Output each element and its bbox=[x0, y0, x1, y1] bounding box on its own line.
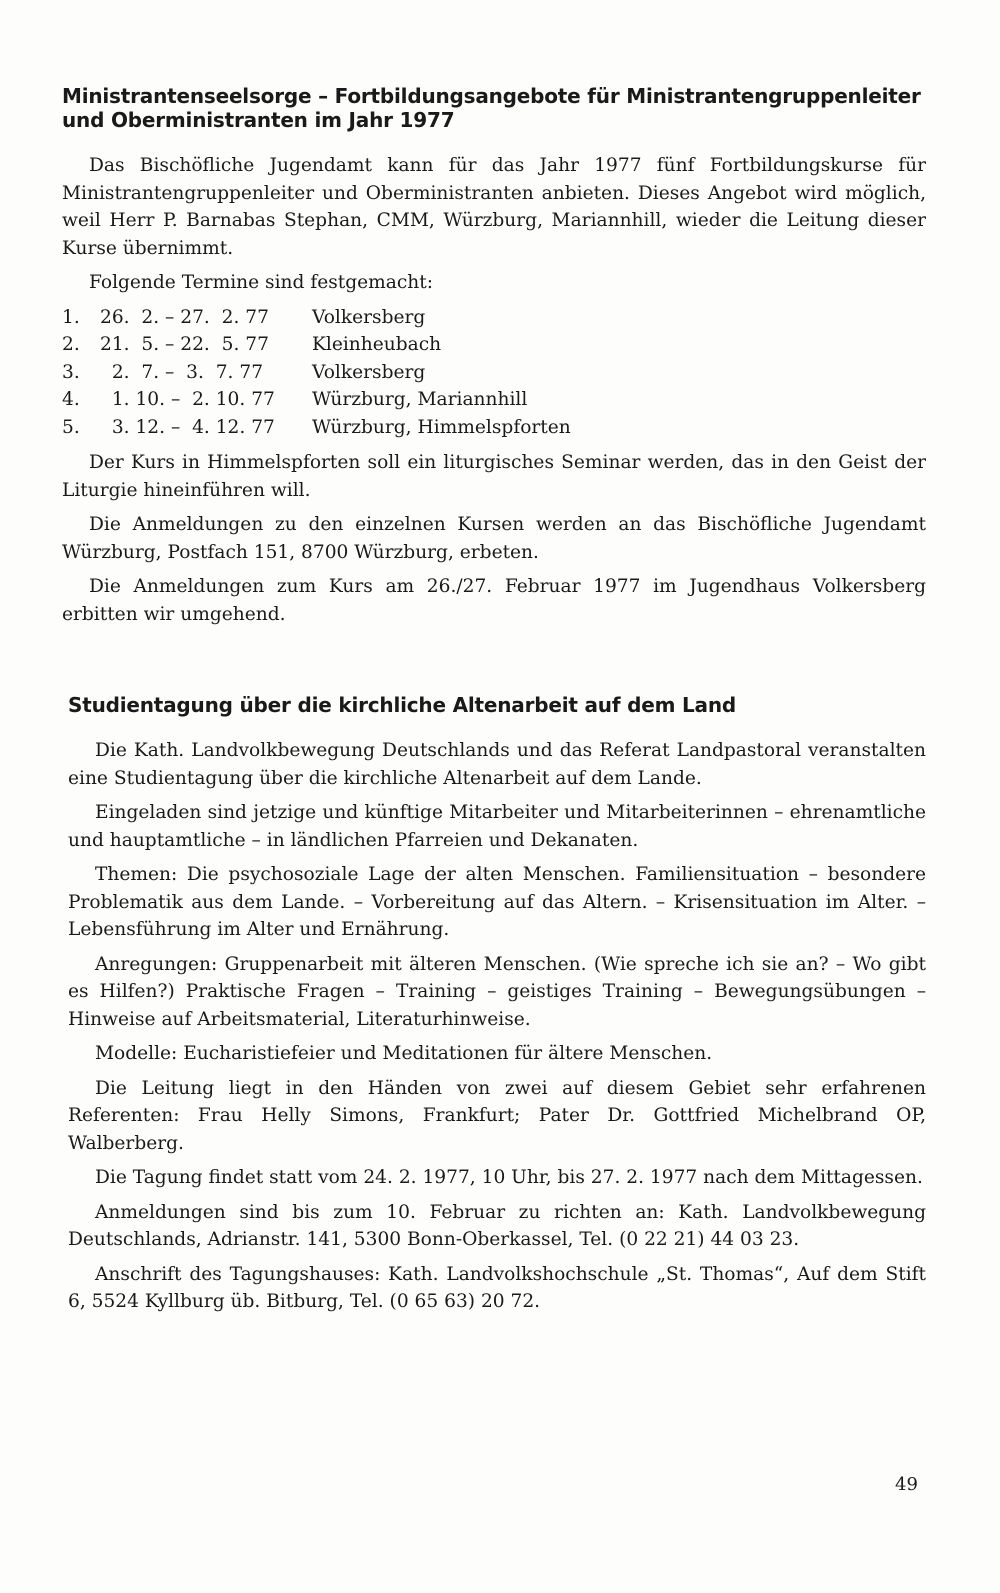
section-ministranten bbox=[62, 84, 926, 635]
paragraph-anmeldungen: Anmeldungen sind bis zum 10. Februar zu richten an: Kath. Landvolkbewegung Deutschlands, Adrianstr. 141, 5300 Bonn-Oberkassel, Tel. (0 22 21) 44 03 23. bbox=[68, 1201, 926, 1250]
item-number: 3. bbox=[62, 361, 80, 383]
paragraph-anmeldung: Die Anmeldungen zu den einzelnen Kursen werden an das Bischöfliche Jugendamt Würzburg, Postfach 151, 8700 Würzburg, erbeten. bbox=[62, 514, 926, 563]
paragraph-anregungen: Anregungen: Gruppenarbeit mit älteren Menschen. (Wie spreche ich sie an? – Wo gibt es Hilfen?) Praktische Fragen – Training – geistiges Training – Bewegungsübungen – Hinweise auf Arbeitsmaterial, Literaturhinweise. bbox=[68, 953, 926, 1030]
section-title: Ministrantenseelsorge – Fortbildungsangebote für Ministrantengruppenleiter und Oberministranten im Jahr 1977 bbox=[62, 84, 921, 132]
item-dates: 1. 10. – 2. 10. 77 bbox=[100, 389, 275, 411]
list-item bbox=[62, 304, 926, 332]
paragraph-themen: Themen: Die psychosoziale Lage der alten Menschen. Familiensituation – besondere Problematik aus dem Lande. – Vorbereitung auf das Altern. – Krisensituation im Alter. – Lebensführung im Alter und Ernährung. bbox=[68, 864, 926, 940]
item-number: 5. bbox=[62, 416, 80, 438]
section-title: Studientagung über die kirchliche Altenarbeit auf dem Land bbox=[68, 693, 736, 717]
page-number: 49 bbox=[895, 1474, 918, 1495]
list-item bbox=[62, 386, 926, 414]
item-number: 2. bbox=[62, 334, 80, 356]
paragraph-volkersberg: Die Anmeldungen zum Kurs am 26./27. Februar 1977 im Jugendhaus Volkersberg erbitten wir umgehend. bbox=[62, 576, 926, 625]
item-dates: 2. 7. – 3. 7. 77 bbox=[100, 361, 264, 383]
list-item bbox=[62, 359, 926, 387]
item-number: 4. bbox=[62, 389, 80, 411]
paragraph-eingeladen: Eingeladen sind jetzige und künftige Mitarbeiter und Mitarbeiterinnen – ehrenamtliche und hauptamtliche – in ländlichen Pfarreien und Dekanaten. bbox=[68, 802, 926, 851]
item-place: Volkersberg bbox=[312, 361, 426, 383]
paragraph-termine-intro: Folgende Termine sind festgemacht: bbox=[89, 272, 433, 293]
item-dates: 26. 2. – 27. 2. 77 bbox=[100, 306, 269, 328]
list-item bbox=[62, 414, 926, 442]
list-item bbox=[62, 331, 926, 359]
paragraph-veranstalter: Die Kath. Landvolkbewegung Deutschlands und das Referat Landpastoral veranstalten eine Studientagung über die kirchliche Altenarbeit auf dem Lande. bbox=[68, 740, 926, 789]
item-dates: 3. 12. – 4. 12. 77 bbox=[100, 416, 275, 438]
paragraph-seminar: Der Kurs in Himmelspforten soll ein liturgisches Seminar werden, das in den Geist der Liturgie hineinführen will. bbox=[62, 452, 926, 501]
item-place: Würzburg, Mariannhill bbox=[312, 389, 528, 411]
item-place: Würzburg, Himmelspforten bbox=[312, 416, 571, 438]
termine-list bbox=[62, 304, 926, 442]
item-place: Volkersberg bbox=[312, 306, 426, 328]
section-altenarbeit bbox=[68, 693, 926, 1323]
paragraph-modelle: Modelle: Eucharistiefeier und Meditationen für ältere Menschen. bbox=[95, 1043, 713, 1064]
item-place: Kleinheubach bbox=[312, 334, 442, 356]
paragraph-leitung: Die Leitung liegt in den Händen von zwei auf diesem Gebiet sehr erfahrenen Referenten: Frau Helly Simons, Frankfurt; Pater Dr. Gottfried Michelbrand OP, Walberberg. bbox=[68, 1077, 926, 1154]
paragraph-termin: Die Tagung findet statt vom 24. 2. 1977, 10 Uhr, bis 27. 2. 1977 nach dem Mittagessen. bbox=[95, 1167, 923, 1188]
paragraph-anschrift: Anschrift des Tagungshauses: Kath. Landvolkshochschule „St. Thomas“, Auf dem Stift 6, 5524 Kyllburg üb. Bitburg, Tel. (0 65 63) 20 72. bbox=[68, 1263, 926, 1312]
item-number: 1. bbox=[62, 306, 80, 328]
item-dates: 21. 5. – 22. 5. 77 bbox=[100, 334, 269, 356]
paragraph-intro: Das Bischöfliche Jugendamt kann für das Jahr 1977 fünf Fortbildungskurse für Ministrantengruppenleiter und Oberministranten anbieten. Dieses Angebot wird möglich, weil Herr P. Barnabas Stephan, CMM, Würzburg, Mariannhill, wieder die Leitung dieser Kurse übernimmt. bbox=[62, 155, 926, 259]
